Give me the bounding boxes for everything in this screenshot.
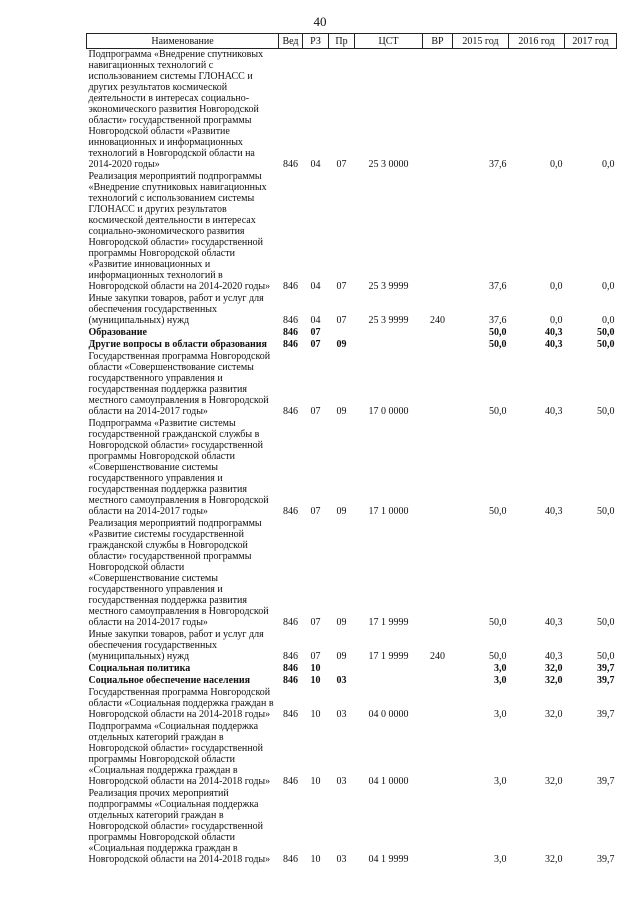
row-name: Другие вопросы в области образования — [88, 339, 267, 350]
row-vr — [423, 418, 453, 518]
row-cst — [355, 339, 423, 351]
table-row — [87, 339, 617, 351]
header-2015: 2015 год — [453, 34, 509, 49]
row-2015: 37,6 — [489, 315, 507, 326]
row-vr: 240 — [430, 651, 445, 662]
row-pr: 07 — [336, 315, 347, 326]
row-pr: 09 — [336, 617, 347, 628]
row-vr — [423, 518, 453, 629]
table-row — [87, 663, 617, 675]
row-2015: 50,0 — [489, 327, 507, 338]
row-pr: 09 — [336, 651, 347, 662]
row-2017: 50,0 — [597, 406, 615, 417]
row-2017: 0,0 — [602, 159, 615, 170]
row-vr — [423, 675, 453, 687]
row-2016: 32,0 — [545, 854, 563, 865]
row-cst: 25 3 0000 — [368, 159, 409, 170]
row-name: Реализация мероприятий подпрограммы «Развитие системы государственной гражданской службы в Новгородской области» государственной программы Новгородской области «Совершенствование системы государственного управления и государственная поддержка развития местного самоуправления в Новгородской области на 2014-2017 годы» — [88, 518, 269, 628]
row-vr — [423, 788, 453, 866]
row-vr — [423, 171, 453, 293]
row-2016: 40,3 — [545, 339, 563, 350]
budget-table — [86, 33, 617, 866]
row-cst: 17 1 0000 — [368, 506, 409, 517]
row-2017: 50,0 — [597, 339, 615, 350]
row-2015: 3,0 — [494, 663, 507, 674]
header-vr: ВР — [423, 34, 453, 49]
row-cst: 25 3 9999 — [368, 315, 409, 326]
header-2016: 2016 год — [509, 34, 565, 49]
row-rz: 07 — [310, 406, 321, 417]
row-name: Иные закупки товаров, работ и услуг для обеспечения государственных (муниципальных) нужд — [88, 293, 264, 326]
row-vr — [423, 327, 453, 339]
row-ved: 846 — [283, 506, 298, 517]
row-cst: 04 1 9999 — [368, 854, 409, 865]
row-name: Подпрограмма «Развитие системы государственной гражданской службы в Новгородской области» государственной программы Новгородской области «Совершенствование системы государственного управления и государственная поддержка развития местного самоуправления в Новгородской области на 2014-2017 годы» — [88, 418, 269, 517]
row-vr — [423, 339, 453, 351]
row-2017: 0,0 — [602, 281, 615, 292]
row-2015: 37,6 — [489, 159, 507, 170]
row-2017: 50,0 — [597, 327, 615, 338]
table-row — [87, 327, 617, 339]
table-row — [87, 721, 617, 788]
table-header-row — [87, 34, 617, 49]
row-name: Государственная программа Новгородской области «Социальная поддержка граждан в Новгородской области на 2014-2018 годы» — [88, 687, 274, 720]
row-2017: 50,0 — [597, 617, 615, 628]
table-row — [87, 518, 617, 629]
row-2016: 40,3 — [545, 506, 563, 517]
row-ved: 846 — [283, 406, 298, 417]
row-pr: 07 — [336, 159, 347, 170]
table-body — [87, 49, 617, 867]
row-ved: 846 — [283, 617, 298, 628]
row-2015: 50,0 — [489, 651, 507, 662]
row-2016: 32,0 — [545, 776, 563, 787]
row-2015: 37,6 — [489, 281, 507, 292]
row-rz: 07 — [310, 651, 321, 662]
row-name: Подпрограмма «Социальная поддержка отдельных категорий граждан в Новгородской области» государственной программы Новгородской области «Социальная поддержка граждан в Новгородской области на 2014-2018 годы» — [88, 721, 271, 787]
header-2017: 2017 год — [565, 34, 617, 49]
row-cst: 17 1 9999 — [368, 651, 409, 662]
row-2016: 40,3 — [545, 327, 563, 338]
row-rz: 04 — [310, 159, 321, 170]
row-vr: 240 — [430, 315, 445, 326]
row-ved: 846 — [283, 651, 298, 662]
row-rz: 07 — [310, 617, 321, 628]
row-2016: 0,0 — [550, 281, 563, 292]
row-2017: 39,7 — [597, 663, 615, 674]
row-2015: 50,0 — [489, 339, 507, 350]
row-2017: 50,0 — [597, 506, 615, 517]
row-2017: 0,0 — [602, 315, 615, 326]
table-row — [87, 418, 617, 518]
row-ved: 846 — [283, 327, 298, 338]
row-2017: 39,7 — [597, 675, 615, 686]
row-pr: 03 — [336, 776, 347, 787]
row-ved: 846 — [283, 854, 298, 865]
row-2016: 32,0 — [545, 675, 563, 686]
row-ved: 846 — [283, 315, 298, 326]
row-pr — [329, 327, 355, 339]
row-name: Государственная программа Новгородской области «Совершенствование системы государственного управления и государственная поддержка развития местного самоуправления в Новгородской области на 2014-2017 годы» — [88, 351, 271, 417]
row-rz: 04 — [310, 281, 321, 292]
row-2016: 40,3 — [545, 406, 563, 417]
table-row — [87, 675, 617, 687]
row-vr — [423, 351, 453, 418]
header-cst: ЦСТ — [355, 34, 423, 49]
row-rz: 10 — [310, 776, 321, 787]
row-pr: 03 — [336, 675, 347, 686]
table-row — [87, 351, 617, 418]
row-cst: 17 1 9999 — [368, 617, 409, 628]
row-2015: 3,0 — [494, 854, 507, 865]
row-2016: 0,0 — [550, 315, 563, 326]
row-ved: 846 — [283, 663, 298, 674]
row-pr: 09 — [336, 406, 347, 417]
row-2015: 3,0 — [494, 776, 507, 787]
row-2016: 40,3 — [545, 651, 563, 662]
row-ved: 846 — [283, 339, 298, 350]
row-rz: 10 — [310, 675, 321, 686]
header-rz: РЗ — [303, 34, 329, 49]
row-vr — [423, 687, 453, 721]
row-rz: 10 — [310, 663, 321, 674]
table-row — [87, 171, 617, 293]
row-2016: 32,0 — [545, 709, 563, 720]
row-rz: 10 — [310, 854, 321, 865]
table-row — [87, 629, 617, 663]
header-pr: Пр — [329, 34, 355, 49]
row-name: Подпрограмма «Внедрение спутниковых навигационных технологий с использованием системы ГЛОНАСС и других результатов космической деятельности в интересах социально-экономического развития Новгородской области» государственной программы Новгородской области «Развитие инновационных и информационных технологий в Новгородской области на 2014-2020 годы» — [88, 49, 264, 170]
row-2015: 3,0 — [494, 709, 507, 720]
row-rz: 07 — [310, 327, 321, 338]
row-name: Реализация прочих мероприятий подпрограммы «Социальная поддержка отдельных категорий граждан в Новгородской области» государственной программы Новгородской области «Социальная поддержка граждан в Новгородской области на 2014-2018 годы» — [88, 788, 271, 865]
row-ved: 846 — [283, 709, 298, 720]
row-vr — [423, 49, 453, 172]
row-rz: 07 — [310, 506, 321, 517]
row-2017: 50,0 — [597, 651, 615, 662]
row-ved: 846 — [283, 776, 298, 787]
row-pr: 03 — [336, 709, 347, 720]
row-cst: 25 3 9999 — [368, 281, 409, 292]
row-cst: 04 0 0000 — [368, 709, 409, 720]
row-name: Образование — [88, 327, 147, 338]
row-2016: 0,0 — [550, 159, 563, 170]
table-row — [87, 687, 617, 721]
row-cst — [355, 675, 423, 687]
page-number: 40 — [313, 14, 327, 29]
row-pr: 09 — [336, 506, 347, 517]
row-ved: 846 — [283, 281, 298, 292]
row-2017: 39,7 — [597, 776, 615, 787]
table-row — [87, 49, 617, 172]
row-name: Реализация мероприятий подпрограммы «Внедрение спутниковых навигационных технологий с использованием системы ГЛОНАСС и других результатов космической деятельности в интересах социально-экономического развития Новгородской области» государственной программы Новгородской области «Развитие инновационных и информационных технологий в Новгородской области на 2014-2020 годы» — [88, 171, 271, 292]
header-ved: Вед — [279, 34, 303, 49]
row-name: Иные закупки товаров, работ и услуг для обеспечения государственных (муниципальных) нужд — [88, 629, 264, 662]
row-rz: 07 — [310, 339, 321, 350]
row-2016: 40,3 — [545, 617, 563, 628]
row-2016: 32,0 — [545, 663, 563, 674]
row-ved: 846 — [283, 159, 298, 170]
row-2015: 50,0 — [489, 506, 507, 517]
row-pr: 03 — [336, 854, 347, 865]
row-cst: 17 0 0000 — [368, 406, 409, 417]
row-cst: 04 1 0000 — [368, 776, 409, 787]
row-name: Социальная политика — [88, 663, 191, 674]
row-pr: 09 — [336, 339, 347, 350]
row-ved: 846 — [283, 675, 298, 686]
row-2015: 50,0 — [489, 617, 507, 628]
row-vr — [423, 721, 453, 788]
header-name: Наименование — [87, 34, 279, 49]
row-vr — [423, 663, 453, 675]
row-cst — [355, 327, 423, 339]
table-row — [87, 293, 617, 327]
row-pr: 07 — [336, 281, 347, 292]
row-name: Социальное обеспечение населения — [88, 675, 251, 686]
row-2015: 50,0 — [489, 406, 507, 417]
row-rz: 04 — [310, 315, 321, 326]
table-row — [87, 788, 617, 866]
row-rz: 10 — [310, 709, 321, 720]
row-pr — [329, 663, 355, 675]
row-cst — [355, 663, 423, 675]
row-2017: 39,7 — [597, 854, 615, 865]
row-2017: 39,7 — [597, 709, 615, 720]
row-2015: 3,0 — [494, 675, 507, 686]
